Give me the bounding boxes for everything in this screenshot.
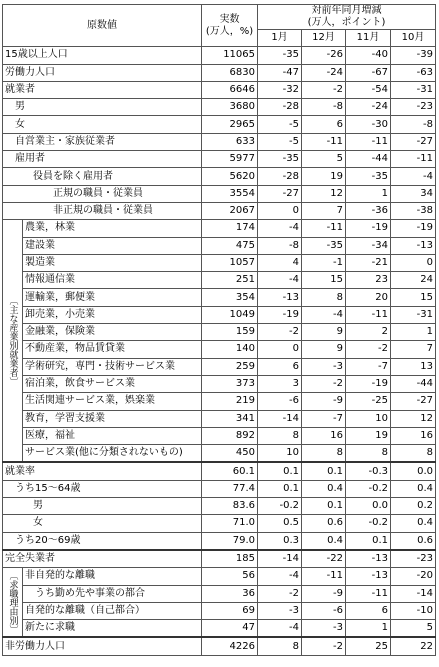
row-m10: -4	[391, 168, 436, 185]
row-value: 83.6	[202, 498, 258, 515]
row-m12: 8	[302, 445, 346, 463]
row-m10: -31	[391, 306, 436, 323]
table-row	[3, 532, 436, 550]
row-m10: 24	[391, 272, 436, 289]
row-m11: -2	[346, 341, 391, 358]
row-m10: 0.4	[391, 480, 436, 497]
row-m11: 10	[346, 410, 391, 427]
row-m10: -13	[391, 237, 436, 254]
row-m12: 6	[302, 116, 346, 133]
row-label: 新たに求職	[23, 620, 202, 638]
row-value: 4226	[202, 637, 258, 655]
row-m1: 0.5	[258, 515, 302, 532]
row-value: 47	[202, 620, 258, 638]
row-m12: -11	[302, 220, 346, 237]
row-label: 生活関連サービス業，娯楽業	[23, 393, 202, 410]
row-value: 71.0	[202, 515, 258, 532]
row-m1: 8	[258, 427, 302, 444]
table-row	[3, 306, 436, 323]
row-label: 就業率	[3, 462, 202, 480]
row-m10: -27	[391, 393, 436, 410]
row-m11: -21	[346, 254, 391, 271]
row-m1: -28	[258, 168, 302, 185]
row-m1: -2	[258, 324, 302, 341]
header-yoy-label: 対前年同月増減	[311, 5, 382, 16]
row-label: 金融業，保険業	[23, 324, 202, 341]
row-value: 11065	[202, 47, 258, 64]
table-row	[3, 568, 436, 585]
row-value: 892	[202, 427, 258, 444]
row-m10: 8	[391, 445, 436, 463]
row-m11: -0.3	[346, 462, 391, 480]
row-m11: -40	[346, 47, 391, 64]
row-label: 宿泊業，飲食サービス業	[23, 375, 202, 392]
row-label: 卸売業，小売業	[23, 306, 202, 323]
row-m10: 22	[391, 637, 436, 655]
row-m10: -38	[391, 202, 436, 219]
row-m1: 3	[258, 375, 302, 392]
row-m10: -8	[391, 116, 436, 133]
table-row	[3, 637, 436, 655]
table-row	[3, 358, 436, 375]
row-m11: 2	[346, 324, 391, 341]
row-m12: 0.1	[302, 498, 346, 515]
row-label: 女	[3, 116, 202, 133]
row-m1: -5	[258, 116, 302, 133]
row-m11: -11	[346, 585, 391, 602]
row-m10: 1	[391, 324, 436, 341]
row-m11: -44	[346, 151, 391, 168]
table-row	[3, 341, 436, 358]
row-value: 2965	[202, 116, 258, 133]
row-m11: 25	[346, 637, 391, 655]
row-value: 79.0	[202, 532, 258, 550]
row-m10: 5	[391, 620, 436, 638]
row-value: 60.1	[202, 462, 258, 480]
table-row	[3, 550, 436, 568]
row-label: 不動産業，物品賃貸業	[23, 341, 202, 358]
table-row	[3, 254, 436, 271]
row-m12: -35	[302, 237, 346, 254]
row-m11: -13	[346, 568, 391, 585]
table-row	[3, 133, 436, 150]
table-row	[3, 515, 436, 532]
row-m11: 20	[346, 289, 391, 306]
table-row	[3, 427, 436, 444]
row-m12: 9	[302, 341, 346, 358]
row-m12: 15	[302, 272, 346, 289]
row-label: 雇用者	[3, 151, 202, 168]
row-m12: -7	[302, 410, 346, 427]
header-month-11: 11月	[346, 30, 391, 47]
row-m1: 0.1	[258, 462, 302, 480]
row-label: 非自発的な離職	[23, 568, 202, 585]
row-m11: -67	[346, 64, 391, 81]
row-m1: 6	[258, 358, 302, 375]
row-m12: 16	[302, 427, 346, 444]
row-label: 15歳以上人口	[3, 47, 202, 64]
table-row	[3, 202, 436, 219]
row-m1: -19	[258, 306, 302, 323]
row-m1: -35	[258, 151, 302, 168]
labor-force-table	[2, 4, 436, 656]
row-m12: 5	[302, 151, 346, 168]
row-m1: -6	[258, 393, 302, 410]
row-m10: -44	[391, 375, 436, 392]
row-value: 450	[202, 445, 258, 463]
row-m11: -35	[346, 168, 391, 185]
row-m1: -47	[258, 64, 302, 81]
row-m10: 7	[391, 341, 436, 358]
row-m11: -11	[346, 133, 391, 150]
row-m10: 0.2	[391, 498, 436, 515]
row-m11: -0.2	[346, 480, 391, 497]
row-m10: -31	[391, 81, 436, 98]
table-row	[3, 116, 436, 133]
row-m12: 9	[302, 324, 346, 341]
row-label: サービス業(他に分類されないもの)	[23, 445, 202, 463]
row-m12: -2	[302, 81, 346, 98]
row-m12: -24	[302, 64, 346, 81]
row-m11: 19	[346, 427, 391, 444]
header-yoy	[258, 5, 436, 30]
row-m1: 0	[258, 202, 302, 219]
row-m11: -19	[346, 375, 391, 392]
row-m1: -4	[258, 272, 302, 289]
row-value: 56	[202, 568, 258, 585]
row-m11: -54	[346, 81, 391, 98]
row-m10: 0.0	[391, 462, 436, 480]
table-row	[3, 585, 436, 602]
table-row	[3, 237, 436, 254]
row-m11: -7	[346, 358, 391, 375]
row-m10: 0.6	[391, 532, 436, 550]
row-m1: -27	[258, 185, 302, 202]
row-value: 633	[202, 133, 258, 150]
row-m11: 1	[346, 185, 391, 202]
header-original: 原数値	[3, 5, 202, 47]
row-value: 69	[202, 602, 258, 619]
row-value: 5620	[202, 168, 258, 185]
row-m10: -23	[391, 550, 436, 568]
row-m12: -11	[302, 568, 346, 585]
row-value: 77.4	[202, 480, 258, 497]
row-m12: -3	[302, 620, 346, 638]
row-m1: 0.1	[258, 480, 302, 497]
row-m12: 7	[302, 202, 346, 219]
row-label: 運輸業，郵便業	[23, 289, 202, 306]
row-m11: -11	[346, 306, 391, 323]
row-label: 教育，学習支援業	[23, 410, 202, 427]
row-label: 自発的な離職（自己都合）	[23, 602, 202, 619]
row-value: 3680	[202, 99, 258, 116]
row-m12: 12	[302, 185, 346, 202]
header-month-12: 12月	[302, 30, 346, 47]
row-label: 医療，福祉	[23, 427, 202, 444]
row-label: 学術研究，専門・技術サービス業	[23, 358, 202, 375]
table-row	[3, 81, 436, 98]
row-m11: 0.0	[346, 498, 391, 515]
table-row	[3, 99, 436, 116]
row-label: 正規の職員・従業員	[3, 185, 202, 202]
row-m1: -4	[258, 568, 302, 585]
row-m1: -13	[258, 289, 302, 306]
row-m11: 6	[346, 602, 391, 619]
header-actual-label: 実数	[219, 13, 240, 25]
row-value: 373	[202, 375, 258, 392]
row-m12: 0.4	[302, 532, 346, 550]
row-m11: -13	[346, 550, 391, 568]
row-m11: 0.1	[346, 532, 391, 550]
row-m10: -10	[391, 602, 436, 619]
row-m10: -23	[391, 99, 436, 116]
row-label: 非正規の職員・従業員	[3, 202, 202, 219]
row-m1: -14	[258, 410, 302, 427]
header-yoy-unit: (万人，ポイント)	[307, 17, 386, 28]
table-row	[3, 151, 436, 168]
row-m10: 0	[391, 254, 436, 271]
row-m10: 15	[391, 289, 436, 306]
row-value: 36	[202, 585, 258, 602]
row-label: 就業者	[3, 81, 202, 98]
table-row	[3, 375, 436, 392]
row-m10: -20	[391, 568, 436, 585]
row-value: 174	[202, 220, 258, 237]
row-m11: -0.2	[346, 515, 391, 532]
row-m1: -8	[258, 237, 302, 254]
row-m10: -27	[391, 133, 436, 150]
row-m1: -28	[258, 99, 302, 116]
row-label: 男	[3, 498, 202, 515]
row-m12: -26	[302, 47, 346, 64]
row-m10: 0.4	[391, 515, 436, 532]
row-value: 5977	[202, 151, 258, 168]
row-m10: 13	[391, 358, 436, 375]
table-row	[3, 220, 436, 237]
row-m1: -3	[258, 602, 302, 619]
row-m10: -39	[391, 47, 436, 64]
row-m11: 8	[346, 445, 391, 463]
row-m1: -14	[258, 550, 302, 568]
row-value: 475	[202, 237, 258, 254]
table-row	[3, 462, 436, 480]
row-label: うち15～64歳	[3, 480, 202, 497]
table-row	[3, 498, 436, 515]
row-value: 3554	[202, 185, 258, 202]
row-m12: 19	[302, 168, 346, 185]
row-m1: 0.3	[258, 532, 302, 550]
row-m1: -4	[258, 220, 302, 237]
row-label: 男	[3, 99, 202, 116]
row-m11: -24	[346, 99, 391, 116]
row-m11: -34	[346, 237, 391, 254]
row-value: 6830	[202, 64, 258, 81]
row-m12: -11	[302, 133, 346, 150]
row-label: 農業，林業	[23, 220, 202, 237]
row-m12: -3	[302, 358, 346, 375]
row-m10: 12	[391, 410, 436, 427]
row-m11: 1	[346, 620, 391, 638]
table-row	[3, 64, 436, 81]
row-label: うち20～69歳	[3, 532, 202, 550]
row-value: 354	[202, 289, 258, 306]
header-month-1: 1月	[258, 30, 302, 47]
row-m12: -4	[302, 306, 346, 323]
row-label: 労働力人口	[3, 64, 202, 81]
row-m1: -5	[258, 133, 302, 150]
row-value: 140	[202, 341, 258, 358]
row-m1: -32	[258, 81, 302, 98]
row-m12: 0.1	[302, 462, 346, 480]
table-row	[3, 272, 436, 289]
row-m10: 34	[391, 185, 436, 202]
row-m1: -0.2	[258, 498, 302, 515]
group-label-reason: 〔求職理由別〕	[3, 568, 23, 638]
table-row	[3, 620, 436, 638]
row-m10: -14	[391, 585, 436, 602]
row-m1: -2	[258, 585, 302, 602]
row-m12: 0.6	[302, 515, 346, 532]
header-actual-unit: (万人，%)	[205, 25, 254, 37]
row-label: 自営業主・家族従業者	[3, 133, 202, 150]
row-m1: 8	[258, 637, 302, 655]
row-label: 建設業	[23, 237, 202, 254]
row-value: 2067	[202, 202, 258, 219]
row-value: 1057	[202, 254, 258, 271]
row-value: 185	[202, 550, 258, 568]
row-m1: -4	[258, 620, 302, 638]
table-row	[3, 324, 436, 341]
row-m12: -2	[302, 637, 346, 655]
row-m12: -1	[302, 254, 346, 271]
row-label: 製造業	[23, 254, 202, 271]
row-m12: -8	[302, 99, 346, 116]
row-value: 341	[202, 410, 258, 427]
row-value: 251	[202, 272, 258, 289]
row-m12: 0.4	[302, 480, 346, 497]
row-label: 完全失業者	[3, 550, 202, 568]
header-month-10: 10月	[391, 30, 436, 47]
row-m10: -11	[391, 151, 436, 168]
row-m10: -63	[391, 64, 436, 81]
table-row	[3, 393, 436, 410]
row-value: 219	[202, 393, 258, 410]
row-label: うち勤め先や事業の都合	[23, 585, 202, 602]
row-m11: -19	[346, 220, 391, 237]
row-m1: 0	[258, 341, 302, 358]
row-m10: -19	[391, 220, 436, 237]
table-row	[3, 602, 436, 619]
row-value: 1049	[202, 306, 258, 323]
table-row	[3, 480, 436, 497]
row-m12: 8	[302, 289, 346, 306]
row-m11: -30	[346, 116, 391, 133]
row-m1: -35	[258, 47, 302, 64]
row-value: 6646	[202, 81, 258, 98]
group-label-industry: 〔主な産業別就業者〕	[3, 220, 23, 463]
row-m12: -2	[302, 375, 346, 392]
row-m12: -6	[302, 602, 346, 619]
row-label: 役員を除く雇用者	[3, 168, 202, 185]
row-value: 159	[202, 324, 258, 341]
row-m1: 10	[258, 445, 302, 463]
row-m11: -36	[346, 202, 391, 219]
row-label: 女	[3, 515, 202, 532]
table-row	[3, 168, 436, 185]
row-m11: 23	[346, 272, 391, 289]
table-row	[3, 185, 436, 202]
header-actual	[202, 5, 258, 47]
table-row	[3, 289, 436, 306]
row-m12: -9	[302, 585, 346, 602]
table-row	[3, 47, 436, 64]
row-m12: -22	[302, 550, 346, 568]
row-m1: 4	[258, 254, 302, 271]
row-m10: 16	[391, 427, 436, 444]
table-row	[3, 410, 436, 427]
table-row	[3, 445, 436, 463]
row-label: 情報通信業	[23, 272, 202, 289]
row-m12: -9	[302, 393, 346, 410]
row-value: 259	[202, 358, 258, 375]
row-label: 非労働力人口	[3, 637, 202, 655]
row-m11: -25	[346, 393, 391, 410]
